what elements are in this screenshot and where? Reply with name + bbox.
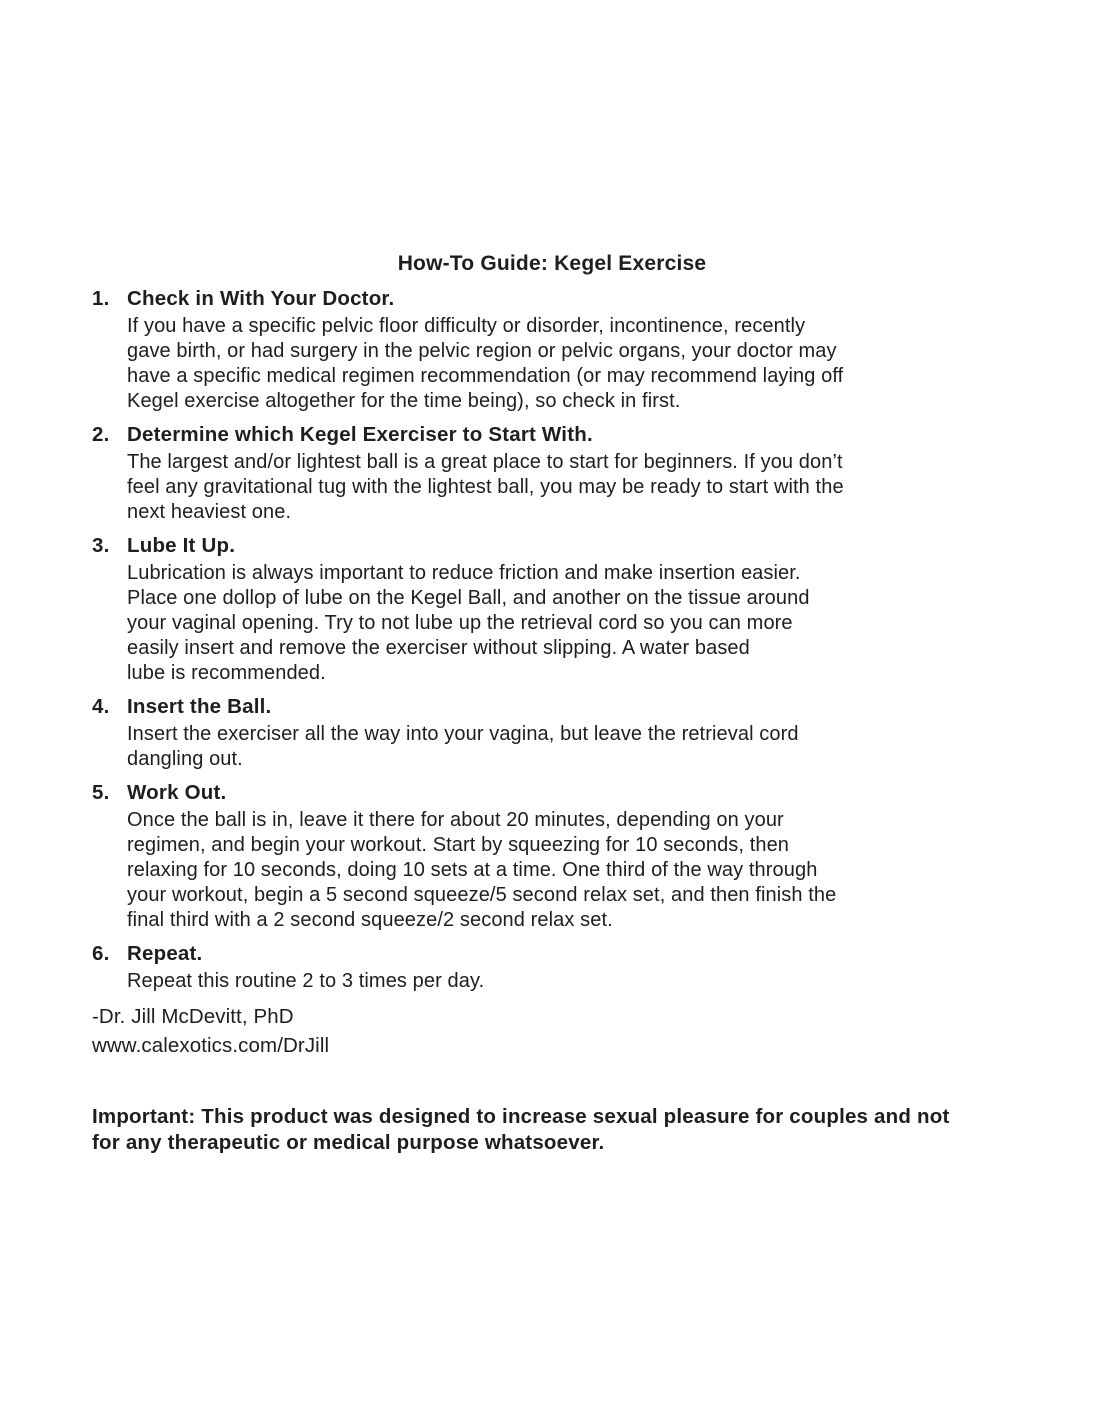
body-line: next heaviest one. <box>127 501 292 523</box>
step-item <box>92 694 1012 772</box>
step-title: Lube It Up. <box>127 534 236 557</box>
body-line: Place one dollop of lube on the Kegel Ball, and another on the tissue around <box>127 587 810 609</box>
step-item <box>92 780 1012 933</box>
step-body <box>92 561 1012 686</box>
body-line: easily insert and remove the exerciser without slipping. A water based <box>127 637 750 659</box>
step-heading <box>92 286 1012 312</box>
step-title: Insert the Ball. <box>127 695 272 718</box>
body-line: The largest and/or lightest ball is a great place to start for beginners. If you don’t <box>127 451 843 473</box>
steps-list <box>92 286 1012 994</box>
step-title: Repeat. <box>127 942 203 965</box>
author-signature: -Dr. Jill McDevitt, PhD <box>92 1005 294 1028</box>
step-title: Determine which Kegel Exerciser to Start With. <box>127 423 593 446</box>
body-line: Repeat this routine 2 to 3 times per day. <box>127 970 485 992</box>
step-item <box>92 941 1012 994</box>
step-item <box>92 286 1012 414</box>
step-item <box>92 422 1012 525</box>
body-line: If you have a specific pelvic floor difficulty or disorder, incontinence, recently <box>127 315 806 337</box>
step-title: Check in With Your Doctor. <box>127 287 395 310</box>
step-heading <box>92 941 1012 967</box>
step-number: 2. <box>92 423 110 446</box>
body-line: final third with a 2 second squeeze/2 second relax set. <box>127 909 613 931</box>
body-line: Insert the exerciser all the way into your vagina, but leave the retrieval cord <box>127 723 799 745</box>
step-heading <box>92 694 1012 720</box>
step-heading <box>92 780 1012 806</box>
step-heading <box>92 422 1012 448</box>
step-number: 3. <box>92 534 110 557</box>
step-body <box>92 969 1012 994</box>
body-line: have a specific medical regimen recommendation (or may recommend laying off <box>127 365 844 387</box>
step-number: 6. <box>92 942 110 965</box>
body-line: dangling out. <box>127 748 243 770</box>
body-line: relaxing for 10 seconds, doing 10 sets at a time. One third of the way through <box>127 859 818 881</box>
body-line: your workout, begin a 5 second squeeze/5 second relax set, and then finish the <box>127 884 837 906</box>
body-line: regimen, and begin your workout. Start by squeezing for 10 seconds, then <box>127 834 790 856</box>
document-content <box>92 250 1012 1155</box>
body-line: Kegel exercise altogether for the time being), so check in first. <box>127 390 681 412</box>
body-line: Once the ball is in, leave it there for about 20 minutes, depending on your <box>127 809 784 831</box>
body-line: Lubrication is always important to reduce friction and make insertion easier. <box>127 562 801 584</box>
step-number: 1. <box>92 287 110 310</box>
step-number: 5. <box>92 781 110 804</box>
website-url: www.calexotics.com/DrJill <box>92 1034 330 1057</box>
step-number: 4. <box>92 695 110 718</box>
body-line: lube is recommended. <box>127 662 326 684</box>
body-line: feel any gravitational tug with the lightest ball, you may be ready to start with the <box>127 476 844 498</box>
important-notice-line: for any therapeutic or medical purpose whatsoever. <box>92 1130 605 1154</box>
important-notice-line: Important: This product was designed to increase sexual pleasure for couples and not <box>92 1105 950 1128</box>
step-body <box>92 808 1012 933</box>
step-item <box>92 533 1012 686</box>
step-title: Work Out. <box>127 781 227 804</box>
page-title: How-To Guide: Kegel Exercise <box>397 252 707 275</box>
body-line: gave birth, or had surgery in the pelvic region or pelvic organs, your doctor may <box>127 340 837 362</box>
step-heading <box>92 533 1012 559</box>
step-body <box>92 314 1012 414</box>
signature-block <box>92 1002 1012 1060</box>
body-line: your vaginal opening. Try to not lube up the retrieval cord so you can more <box>127 612 793 634</box>
important-notice <box>92 1104 1012 1155</box>
step-body <box>92 722 1012 772</box>
step-body <box>92 450 1012 525</box>
